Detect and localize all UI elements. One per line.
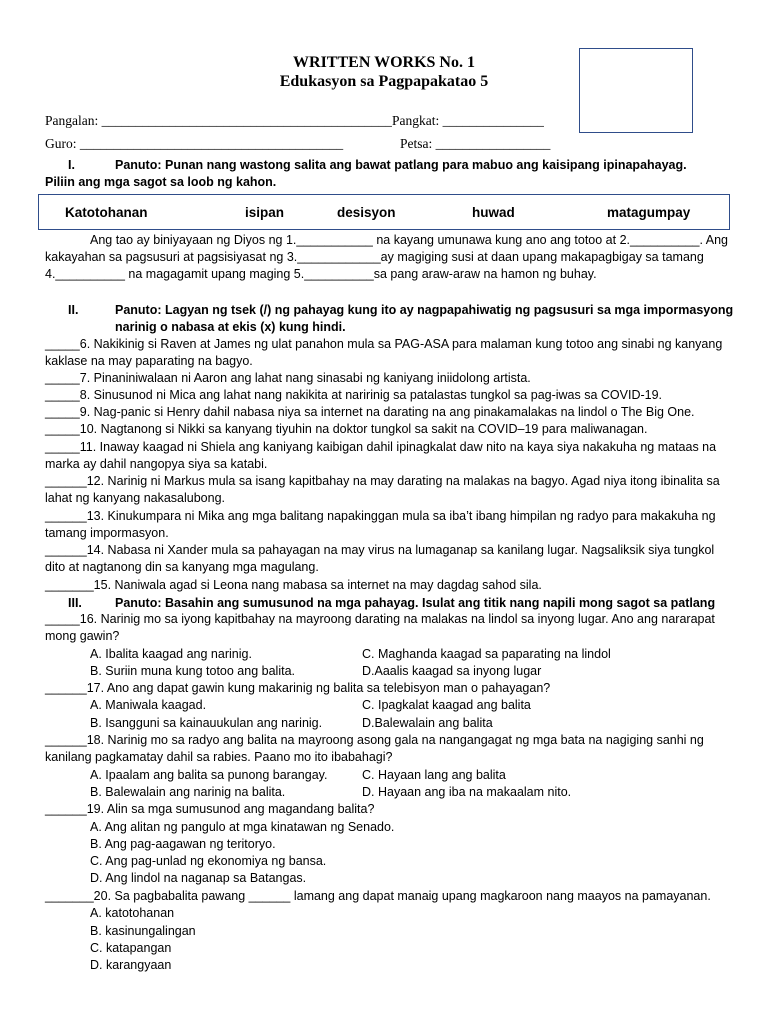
item-line: _____8. Sinusunod ni Mica ang lahat nang nakikita at naririnig sa patalastas tungkol sa pag-iwas sa COVID-19. xyxy=(45,388,663,402)
section1-number: I. xyxy=(68,158,75,172)
section2-number: II. xyxy=(68,303,79,317)
option: A. Ang alitan ng pangulo at mga kinatawan ng Senado. xyxy=(90,820,395,834)
option: C. Ang pag-unlad ng ekonomiya ng bansa. xyxy=(90,854,327,868)
item-line: _______15. Naniwala agad si Leona nang mabasa sa internet na may dagdag sahod sila. xyxy=(45,578,542,592)
option: A. katotohanan xyxy=(90,906,175,920)
question-18-cont: kanilang pagkamatay dahil sa rabies. Paano mo ito ibabahagi? xyxy=(45,750,393,764)
option: B. Isangguni sa kainauukulan ang narinig. xyxy=(90,716,323,730)
option: B. kasinungalingan xyxy=(90,924,196,938)
option: B. Balewalain ang narinig na balita. xyxy=(90,785,286,799)
question-18: ______18. Narinig mo sa radyo ang balita na mayroong asong gala na nangangagat ng mga bata na nagiging sanhi ng xyxy=(45,733,704,747)
paragraph-line: kakayahan sa pagsusuri at pagsisiyasat ng 3.____________ay magiging susi at daan upang makapagbigay sa tamang xyxy=(45,250,704,264)
option: D.Balewalain ang balita xyxy=(362,716,493,730)
item-line: marka ay dahil nangopya siya sa katabi. xyxy=(45,457,268,471)
question-17: ______17. Ano ang dapat gawin kung makarinig ng balita sa telebisyon man o pahayagan? xyxy=(45,681,551,695)
item-line: _____7. Pinaniniwalaan ni Aaron ang lahat nang sinasabi ng kaniyang iniidolong artista. xyxy=(45,371,531,385)
section2-instruction-2: narinig o nabasa at ekis (x) kung hindi. xyxy=(115,320,346,334)
item-line: ______14. Nabasa ni Xander mula sa pahayagan na may virus na lumaganap sa kanilang lugar. Nagsaliksik siya tungkol xyxy=(45,543,715,557)
option: A. Ipaalam ang balita sa punong barangay. xyxy=(90,768,328,782)
word-bank-item: matagumpay xyxy=(607,205,691,220)
option: D. karangyaan xyxy=(90,958,172,972)
word-bank-item: desisyon xyxy=(337,205,396,220)
section1-instruction-2: Piliin ang mga sagot sa loob ng kahon. xyxy=(45,175,277,189)
option: C. Hayaan lang ang balita xyxy=(362,768,506,782)
option: C. Ipagkalat kaagad ang balita xyxy=(362,698,531,712)
paragraph-line: 4.__________ na magagamit upang maging 5.__________sa pang araw-araw na hamon ng buhay. xyxy=(45,267,597,281)
section2-instruction: Panuto: Lagyan ng tsek (/) ng pahayag kung ito ay nagpapahiwatig ng pagsusuri sa mga impormasyong xyxy=(115,303,734,317)
option: A. Ibalita kaagad ang narinig. xyxy=(90,647,252,661)
item-line: _____11. Inaway kaagad ni Shiela ang kaniyang kaibigan dahil ipinagkalat daw nito na kaya siya nakakuha ng mataas na xyxy=(45,440,717,454)
pangalan-field[interactable]: Pangalan: ___________________________________________ xyxy=(45,113,392,128)
item-line: _____9. Nag-panic si Henry dahil nabasa niya sa internet na darating na ang pinakamalakas na lindol o The Big One. xyxy=(45,405,695,419)
question-16-cont: mong gawin? xyxy=(45,629,120,643)
item-line: _____6. Nakikinig si Raven at James ng ulat panahon mula sa PAG-ASA para malaman kung totoo ang sinabi ng kanyang xyxy=(45,337,723,351)
document-subtitle: Edukasyon sa Pagpapakatao 5 xyxy=(279,73,489,90)
word-bank-item: isipan xyxy=(245,205,285,220)
pangkat-field[interactable]: Pangkat: _______________ xyxy=(392,113,544,128)
word-bank-item: Katotohanan xyxy=(65,205,148,220)
item-line: kaklase na may paparating na bagyo. xyxy=(45,354,253,368)
option: A. Maniwala kaagad. xyxy=(90,698,207,712)
option: C. katapangan xyxy=(90,941,172,955)
option: D.Aaalis kaagad sa inyong lugar xyxy=(362,664,542,678)
item-line: ______12. Narinig ni Markus mula sa isang kapitbahay na may darating na malakas na bagyo. Agad niya itong ibinalita sa xyxy=(45,474,720,488)
petsa-field[interactable]: Petsa: _________________ xyxy=(400,136,551,151)
item-line: tamang impormasyon. xyxy=(45,526,169,540)
question-19: ______19. Alin sa mga sumusunod ang magandang balita? xyxy=(45,802,375,816)
question-20: _______20. Sa pagbabalita pawang ______ lamang ang dapat manaig upang magkaroon nang maayos na pamayanan. xyxy=(45,889,711,903)
option: D. Hayaan ang iba na makaalam nito. xyxy=(362,785,572,799)
document-title: WRITTEN WORKS No. 1 xyxy=(293,54,475,71)
section3-instruction: Panuto: Basahin ang sumusunod na mga pahayag. Isulat ang titik nang napili mong sagot sa patlang xyxy=(115,596,716,610)
section1-instruction: Panuto: Punan nang wastong salita ang bawat patlang para mabuo ang kaisipang ipinapahayag. xyxy=(115,158,687,172)
option: B. Ang pag-aagawan ng teritoryo. xyxy=(90,837,276,851)
option: C. Maghanda kaagad sa paparating na lindol xyxy=(362,647,611,661)
question-16: _____16. Narinig mo sa iyong kapitbahay na mayroong darating na malakas na lindol sa inyong lugar. Ano ang nararapat xyxy=(45,612,715,626)
guro-field[interactable]: Guro: _______________________________________ xyxy=(45,136,344,151)
section3-number: III. xyxy=(68,596,82,610)
option: B. Suriin muna kung totoo ang balita. xyxy=(90,664,295,678)
item-line: ______13. Kinukumpara ni Mika ang mga balitang napakinggan mula sa iba’t ibang himpilan ng radyo para makakuha ng xyxy=(45,509,716,523)
item-line: lahat ng kanyang nakasalubong. xyxy=(45,491,226,505)
word-bank-item: huwad xyxy=(472,205,515,220)
item-line: dito at nagtanong din sa kanyang mga magulang. xyxy=(45,560,319,574)
paragraph-line: Ang tao ay biniyayaan ng Diyos ng 1.___________ na kayang umunawa kung ano ang totoo at 2.__________. Ang xyxy=(90,233,729,247)
option: D. Ang lindol na naganap sa Batangas. xyxy=(90,871,307,885)
item-line: _____10. Nagtanong si Nikki sa kanyang tiyuhin na doktor tungkol sa sakit na COVID–19 para maliwanagan. xyxy=(45,422,648,436)
